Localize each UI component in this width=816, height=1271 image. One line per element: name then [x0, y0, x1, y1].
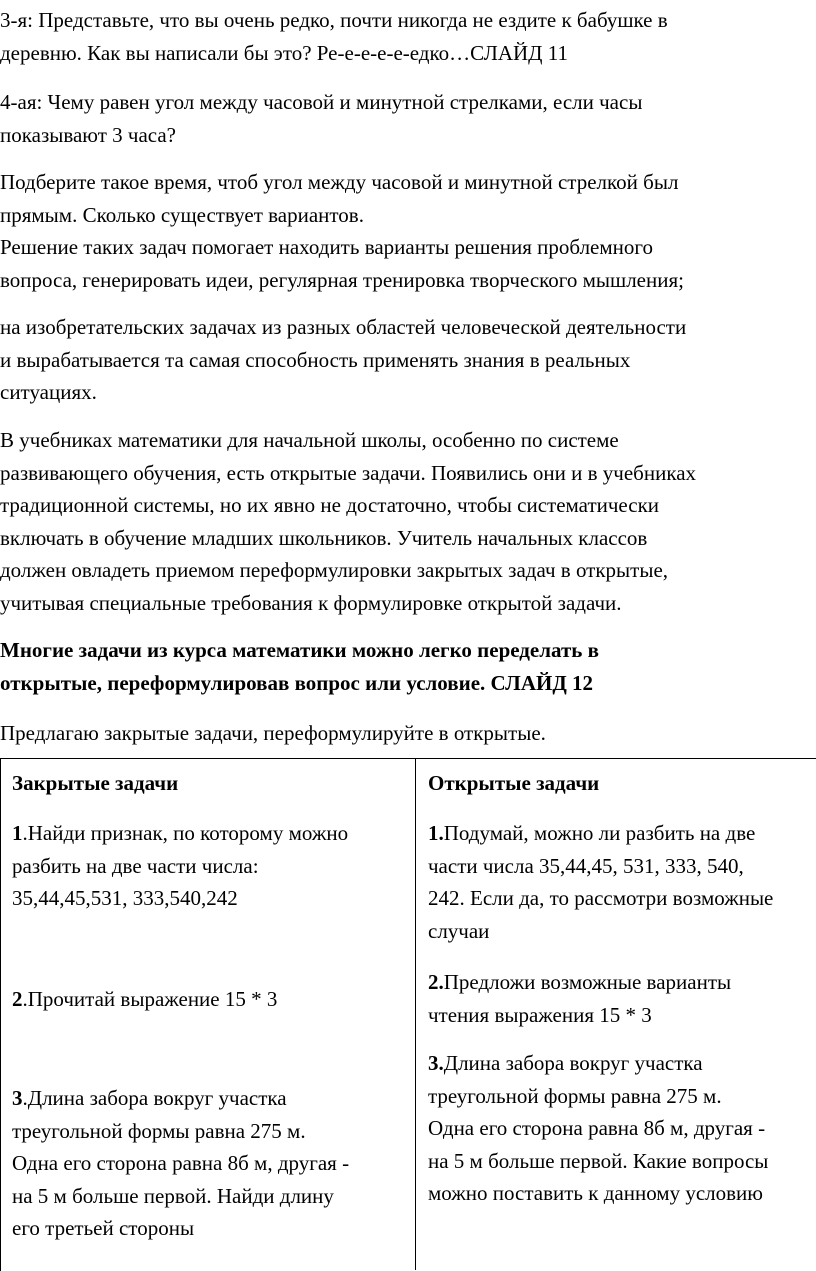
- paragraph-right-angle: [0, 166, 816, 296]
- text-line: 3.Длина забора вокруг участка: [428, 1051, 703, 1075]
- text-line: 4-ая: Чему равен угол между часовой и минутной стрелками, если часы: [0, 90, 643, 114]
- text-line: 3.Длина забора вокруг участка: [12, 1086, 287, 1110]
- text-line: 3-я: Представьте, что вы очень редко, почти никогда не ездите к бабушке в: [0, 8, 668, 32]
- text-line: 1.Подумай, можно ли разбить на две: [428, 821, 756, 845]
- closed-task-2: [12, 983, 277, 1016]
- paragraph-task-3: [0, 4, 816, 69]
- text-line: деревню. Как вы написали бы это? Ре-е-е-е-е-едко…СЛАЙД 11: [0, 40, 568, 65]
- text-line: В учебниках математики для начальной школы, особенно по системе: [0, 428, 619, 452]
- text-line: можно поставить к данному условию: [428, 1181, 763, 1205]
- text-line: 1.Найди признак, по которому можно: [12, 821, 349, 845]
- text-line: учитывая специальные требования к формулировке открытой задачи.: [0, 590, 622, 615]
- task-number: 3.: [428, 1051, 444, 1075]
- text-line: 35,44,45,531, 333,540,242: [12, 886, 238, 910]
- text-line: части числа 35,44,45, 531, 333, 540,: [428, 853, 744, 878]
- open-task-3: [428, 1047, 768, 1210]
- text-line: включать в обучение младших школьников. Учитель начальных классов: [0, 525, 648, 550]
- text-line: 2.Предложи возможные варианты: [428, 970, 732, 994]
- text-line: разбить на две части числа:: [12, 853, 259, 878]
- text-line: Одна его сторона равна 8б м, другая -: [428, 1116, 766, 1140]
- text-line: ситуациях.: [0, 380, 97, 404]
- task-number: 3: [12, 1086, 23, 1110]
- closed-task-1: [12, 817, 348, 915]
- paragraph-task-4: [0, 86, 816, 151]
- table-header-open: Открытые задачи: [428, 771, 600, 795]
- text-line: Многие задачи из курса математики можно легко переделать в: [0, 638, 600, 662]
- open-task-1: [428, 817, 773, 947]
- text-line: треугольной формы равна 275 м.: [12, 1118, 306, 1143]
- table-header-closed: Закрытые задачи: [12, 771, 179, 795]
- text-line: Предлагаю закрытые задачи, переформулируйте в открытые.: [0, 721, 546, 745]
- text-line: вопроса, генерировать идеи, регулярная тренировка творческого мышления;: [0, 267, 684, 292]
- task-number: 2.: [428, 970, 444, 994]
- task-number: 1: [12, 821, 23, 845]
- text-line: 2.Прочитай выражение 15 * 3: [12, 987, 278, 1011]
- text-line: его третьей стороны: [12, 1216, 195, 1240]
- text-line: Одна его сторона равна 8б м, другая -: [12, 1151, 350, 1175]
- text-line: чтения выражения 15 * 3: [428, 1002, 652, 1027]
- closed-task-3: [12, 1082, 349, 1245]
- text-line: на 5 м больше первой. Какие вопросы: [428, 1148, 769, 1173]
- text-line: случаи: [428, 918, 490, 943]
- paragraph-inventive-tasks: [0, 311, 816, 409]
- text-line: треугольной формы равна 275 м.: [428, 1083, 722, 1108]
- text-line: развивающего обучения, есть открытые задачи. Появились они и в учебниках: [0, 460, 697, 485]
- text-line: прямым. Сколько существует вариантов.: [0, 202, 364, 227]
- text-line: должен овладеть приемом переформулировки закрытых задач в открытые,: [0, 558, 669, 582]
- text-line: открытые, переформулировав вопрос или условие. СЛАЙД 12: [0, 670, 594, 695]
- open-task-2: [428, 966, 731, 1031]
- text-line: Решение таких задач помогает находить варианты решения проблемного: [0, 235, 653, 259]
- text-line: на изобретательских задачах из разных областей человеческой деятельности: [0, 315, 687, 339]
- task-number: 2: [12, 987, 23, 1011]
- text-line: традиционной системы, но их явно не достаточно, чтобы систематически: [0, 493, 660, 517]
- text-line: на 5 м больше первой. Найди длину: [12, 1183, 334, 1208]
- paragraph-table-intro: [0, 717, 816, 750]
- table-column-divider: [415, 758, 416, 1270]
- text-line: Подберите такое время, чтоб угол между часовой и минутной стрелкой был: [0, 170, 679, 194]
- text-line: и вырабатывается та самая способность применять знания в реальных: [0, 347, 631, 372]
- text-line: показывают 3 часа?: [0, 122, 176, 147]
- task-number: 1.: [428, 821, 444, 845]
- text-line: 242. Если да, то рассмотри возможные: [428, 886, 774, 910]
- paragraph-textbooks: [0, 424, 816, 619]
- paragraph-slide-12-heading: [0, 634, 816, 699]
